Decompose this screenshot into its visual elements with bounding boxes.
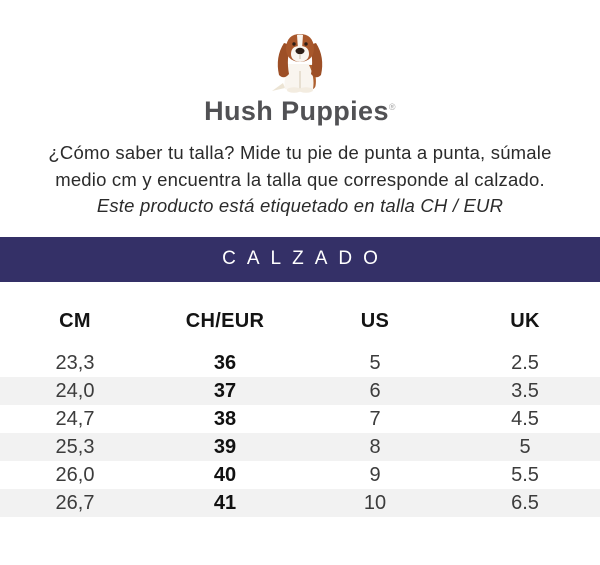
cell-uk: 6.5 <box>511 491 539 514</box>
cell-uk: 3.5 <box>511 379 539 402</box>
table-row <box>0 405 600 433</box>
label-size-note: Este producto está etiquetado en talla CH / EUR <box>96 195 504 216</box>
trademark-symbol: ® <box>388 102 396 112</box>
cell-cheur: 39 <box>213 435 237 458</box>
cell-cm: 26,0 <box>55 463 95 486</box>
cell-uk: 2.5 <box>511 351 539 374</box>
cell-cheur: 38 <box>213 407 237 430</box>
table-row <box>0 377 600 405</box>
cell-us: 9 <box>369 463 381 486</box>
instructions-line-1: ¿Cómo saber tu talla? Mide tu pie de punta a punta, súmale <box>48 142 552 163</box>
sizing-instructions <box>0 140 600 220</box>
cell-uk: 5.5 <box>511 463 539 486</box>
column-header-cheur: CH/EUR <box>185 309 265 332</box>
brand-wordmark <box>0 96 600 127</box>
column-header-us: US <box>360 309 390 332</box>
cell-us: 10 <box>363 491 387 514</box>
cell-cheur: 40 <box>213 463 237 486</box>
cell-us: 6 <box>369 379 381 402</box>
cell-cm: 26,7 <box>55 491 95 514</box>
cell-cheur: 41 <box>213 491 237 514</box>
brand-name: Hush Puppies <box>204 96 389 126</box>
cell-cheur: 37 <box>213 379 237 402</box>
table-row <box>0 461 600 489</box>
cell-cm: 25,3 <box>55 435 95 458</box>
instructions-line-2: medio cm y encuentra la talla que corresponde al calzado. <box>55 168 545 190</box>
cell-uk: 5 <box>519 435 531 458</box>
column-header-uk: UK <box>510 309 540 332</box>
table-row <box>0 349 600 377</box>
cell-cm: 24,0 <box>55 379 95 402</box>
banner-title: CALZADO <box>222 248 389 269</box>
table-header-row <box>0 308 600 349</box>
calzado-banner <box>0 237 600 282</box>
table-row <box>0 489 600 517</box>
cell-cm: 23,3 <box>55 351 95 374</box>
cell-us: 5 <box>369 351 381 374</box>
hush-puppies-logo <box>0 0 600 127</box>
table-row <box>0 433 600 461</box>
basset-hound-icon <box>271 31 329 93</box>
cell-uk: 4.5 <box>511 407 539 430</box>
size-conversion-table <box>0 308 600 517</box>
column-header-cm: CM <box>59 309 91 332</box>
cell-us: 8 <box>369 435 381 458</box>
cell-cm: 24,7 <box>55 407 95 430</box>
cell-cheur: 36 <box>213 351 237 374</box>
cell-us: 7 <box>369 407 381 430</box>
